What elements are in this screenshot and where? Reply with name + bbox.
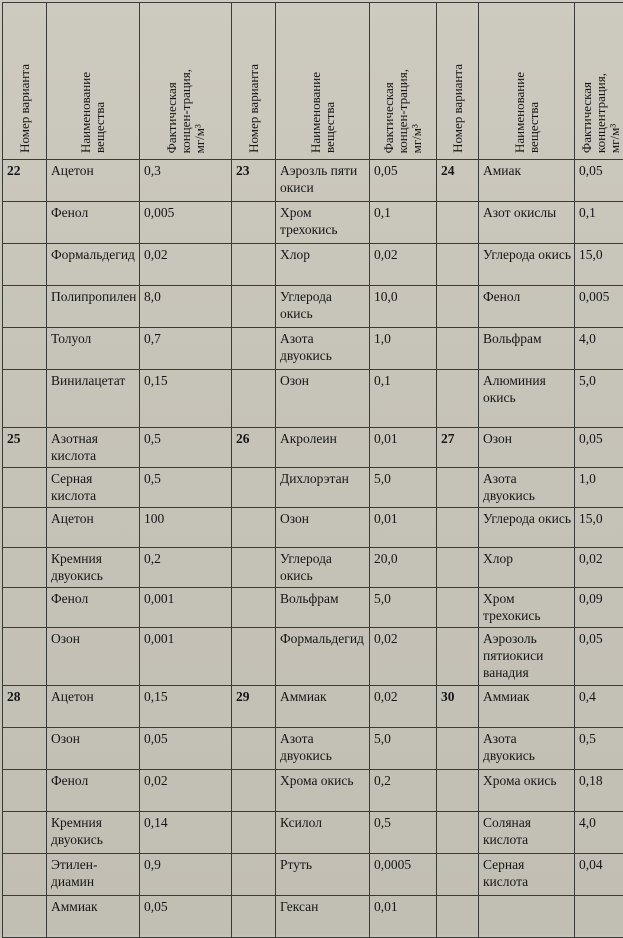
substance-name-cell: Аммиак <box>276 686 370 728</box>
concentration-cell: 0,02 <box>140 244 232 286</box>
concentration-cell: 1,0 <box>575 468 623 508</box>
table-row <box>3 854 623 896</box>
concentration-cell: 0,05 <box>140 728 232 770</box>
substance-name-cell: Ацетон <box>47 686 140 728</box>
substance-name-cell: Озон <box>47 728 140 770</box>
concentration-cell: 20,0 <box>370 548 437 588</box>
substance-name-cell: Азота двуокись <box>276 728 370 770</box>
variant-number-cell <box>437 728 479 770</box>
variant-number-cell <box>3 628 47 686</box>
concentration-cell: 0,2 <box>370 770 437 812</box>
substance-name-cell: Вольфрам <box>276 588 370 628</box>
table-row <box>3 370 623 428</box>
concentration-cell: 0,09 <box>575 588 623 628</box>
table-row <box>3 686 623 728</box>
variant-number-cell <box>232 548 276 588</box>
variant-number-cell <box>3 854 47 896</box>
variant-number-cell: 28 <box>3 686 47 728</box>
substance-name-cell <box>479 896 575 938</box>
table-row <box>3 286 623 328</box>
substance-name-cell: Фенол <box>47 588 140 628</box>
substance-name-cell: Хлор <box>479 548 575 588</box>
header-conc-3: Фактическая концентрация, мг/м³ <box>575 3 623 160</box>
concentration-cell: 0,3 <box>140 160 232 202</box>
substance-name-cell: Озон <box>479 428 575 468</box>
concentration-cell: 5,0 <box>575 370 623 428</box>
concentration-cell: 0,1 <box>370 202 437 244</box>
variant-number-cell <box>437 548 479 588</box>
header-conc-2: Фактическая концен-трация, мг/м³ <box>370 3 437 160</box>
concentration-cell: 0,01 <box>370 508 437 548</box>
table-row <box>3 812 623 854</box>
variant-number-cell <box>437 286 479 328</box>
substance-name-cell: Хлор <box>276 244 370 286</box>
concentration-cell: 0,02 <box>575 548 623 588</box>
substance-name-cell: Хром трехокись <box>479 588 575 628</box>
header-name-2: Наименование вещества <box>276 3 370 160</box>
table-row <box>3 328 623 370</box>
variant-number-cell <box>437 328 479 370</box>
concentration-cell: 5,0 <box>370 468 437 508</box>
substance-name-cell: Гексан <box>276 896 370 938</box>
substance-name-cell: Формальдегид <box>276 628 370 686</box>
variant-number-cell <box>437 370 479 428</box>
variant-number-cell: 23 <box>232 160 276 202</box>
variant-number-cell <box>3 812 47 854</box>
substance-name-cell: Полипропилен <box>47 286 140 328</box>
concentration-cell: 5,0 <box>370 588 437 628</box>
concentration-cell: 0,01 <box>370 428 437 468</box>
substance-name-cell: Углерода окись <box>479 244 575 286</box>
table-row <box>3 508 623 548</box>
substance-name-cell: Акролеин <box>276 428 370 468</box>
header-conc-1: Фактическая концен-трация, мг/м³ <box>140 3 232 160</box>
substance-name-cell: Азота двуокись <box>479 468 575 508</box>
variant-number-cell <box>3 468 47 508</box>
header-row <box>3 3 623 160</box>
concentration-cell: 0,05 <box>575 428 623 468</box>
variant-number-cell <box>3 328 47 370</box>
variant-number-cell <box>232 770 276 812</box>
substance-name-cell: Кремния двуокись <box>47 548 140 588</box>
substance-name-cell: Фенол <box>47 202 140 244</box>
substance-name-cell: Аммиак <box>479 686 575 728</box>
variant-number-cell <box>232 628 276 686</box>
substance-name-cell: Хрома окись <box>479 770 575 812</box>
variant-number-cell <box>437 854 479 896</box>
substance-name-cell: Углерода окись <box>276 548 370 588</box>
substance-name-cell: Серная кислота <box>479 854 575 896</box>
concentration-cell: 4,0 <box>575 812 623 854</box>
substance-name-cell: Аэрозль пяти окиси <box>276 160 370 202</box>
substance-name-cell: Аммиак <box>47 896 140 938</box>
variant-number-cell: 29 <box>232 686 276 728</box>
concentration-cell: 0,05 <box>370 160 437 202</box>
substance-name-cell: Азот окислы <box>479 202 575 244</box>
concentration-cell: 5,0 <box>370 728 437 770</box>
table-row <box>3 548 623 588</box>
substance-name-cell: Хром трехокись <box>276 202 370 244</box>
concentration-cell: 0,15 <box>140 686 232 728</box>
concentration-cell: 4,0 <box>575 328 623 370</box>
substance-name-cell: Ацетон <box>47 508 140 548</box>
substance-name-cell: Азота двуокись <box>276 328 370 370</box>
concentration-cell: 0,05 <box>575 628 623 686</box>
concentration-cell: 0,02 <box>140 770 232 812</box>
variant-number-cell <box>232 328 276 370</box>
concentration-cell: 0,5 <box>370 812 437 854</box>
concentration-cell: 15,0 <box>575 508 623 548</box>
substance-name-cell: Серная кислота <box>47 468 140 508</box>
table-row <box>3 896 623 938</box>
concentration-cell: 0,05 <box>575 160 623 202</box>
table-row <box>3 628 623 686</box>
substance-name-cell: Озон <box>276 508 370 548</box>
header-name-3: Наименование вещества <box>479 3 575 160</box>
variant-number-cell <box>232 244 276 286</box>
variant-number-cell <box>3 202 47 244</box>
substance-name-cell: Азота двуокись <box>479 728 575 770</box>
concentration-cell: 15,0 <box>575 244 623 286</box>
concentration-cell: 0,1 <box>370 370 437 428</box>
substance-name-cell: Углерода окись <box>276 286 370 328</box>
concentration-cell: 0,18 <box>575 770 623 812</box>
variant-number-cell <box>232 812 276 854</box>
header-name-1: Наименование вещества <box>47 3 140 160</box>
substance-name-cell: Алюминия окись <box>479 370 575 428</box>
variant-number-cell <box>232 728 276 770</box>
variant-number-cell <box>232 202 276 244</box>
table-row <box>3 202 623 244</box>
substance-name-cell: Формальдегид <box>47 244 140 286</box>
concentration-cell: 0,01 <box>370 896 437 938</box>
substance-name-cell: Винилацетат <box>47 370 140 428</box>
concentration-cell: 0,7 <box>140 328 232 370</box>
concentration-cell: 0,5 <box>140 468 232 508</box>
substance-name-cell: Фенол <box>479 286 575 328</box>
concentration-cell: 1,0 <box>370 328 437 370</box>
variant-number-cell <box>3 728 47 770</box>
variant-number-cell <box>437 896 479 938</box>
substance-name-cell: Вольфрам <box>479 328 575 370</box>
concentration-cell: 0,2 <box>140 548 232 588</box>
variant-number-cell <box>3 286 47 328</box>
variant-number-cell <box>3 370 47 428</box>
concentration-cell: 0,005 <box>575 286 623 328</box>
variant-number-cell <box>437 508 479 548</box>
concentration-cell: 0,001 <box>140 628 232 686</box>
table-body <box>3 160 623 938</box>
table-row <box>3 244 623 286</box>
variant-number-cell: 26 <box>232 428 276 468</box>
concentration-cell: 0,005 <box>140 202 232 244</box>
concentration-cell: 0,02 <box>370 628 437 686</box>
variant-number-cell <box>3 588 47 628</box>
variant-number-cell: 25 <box>3 428 47 468</box>
variant-number-cell <box>3 770 47 812</box>
variant-number-cell <box>232 854 276 896</box>
variant-number-cell: 24 <box>437 160 479 202</box>
concentration-cell: 0,9 <box>140 854 232 896</box>
concentration-cell: 0,5 <box>575 728 623 770</box>
table-row <box>3 428 623 468</box>
substance-name-cell: Фенол <box>47 770 140 812</box>
substance-name-cell: Ксилол <box>276 812 370 854</box>
concentration-cell: 0,02 <box>370 686 437 728</box>
variants-table <box>2 2 623 938</box>
substance-name-cell: Озон <box>276 370 370 428</box>
substance-name-cell: Аэрозоль пятиокиси ванадия <box>479 628 575 686</box>
table-row <box>3 468 623 508</box>
substance-name-cell: Дихлорэтан <box>276 468 370 508</box>
variant-number-cell <box>232 588 276 628</box>
concentration-cell: 0,5 <box>140 428 232 468</box>
table-row <box>3 160 623 202</box>
variant-number-cell <box>232 370 276 428</box>
variant-number-cell: 27 <box>437 428 479 468</box>
substance-name-cell: Этилен-диамин <box>47 854 140 896</box>
substance-name-cell: Кремния двуокись <box>47 812 140 854</box>
table-row <box>3 770 623 812</box>
variant-number-cell <box>437 628 479 686</box>
substance-name-cell: Ртуть <box>276 854 370 896</box>
substance-name-cell: Хрома окись <box>276 770 370 812</box>
variant-number-cell <box>437 468 479 508</box>
concentration-cell: 100 <box>140 508 232 548</box>
concentration-cell: 0,02 <box>370 244 437 286</box>
substance-name-cell: Углерода окись <box>479 508 575 548</box>
concentration-cell: 0,05 <box>140 896 232 938</box>
substance-name-cell: Амиак <box>479 160 575 202</box>
concentration-cell <box>575 896 623 938</box>
variant-number-cell <box>437 202 479 244</box>
variant-number-cell <box>3 508 47 548</box>
table-row <box>3 728 623 770</box>
concentration-cell: 0,15 <box>140 370 232 428</box>
concentration-cell: 8,0 <box>140 286 232 328</box>
variant-number-cell <box>3 244 47 286</box>
substance-name-cell: Азотная кислота <box>47 428 140 468</box>
variant-number-cell <box>3 548 47 588</box>
variant-number-cell <box>437 244 479 286</box>
variant-number-cell: 22 <box>3 160 47 202</box>
table-row <box>3 588 623 628</box>
concentration-cell: 0,14 <box>140 812 232 854</box>
concentration-cell: 0,04 <box>575 854 623 896</box>
concentration-cell: 0,4 <box>575 686 623 728</box>
variant-number-cell <box>3 896 47 938</box>
variant-number-cell: 30 <box>437 686 479 728</box>
variant-number-cell <box>437 812 479 854</box>
substance-name-cell: Соляная кислота <box>479 812 575 854</box>
substance-name-cell: Ацетон <box>47 160 140 202</box>
substance-name-cell: Толуол <box>47 328 140 370</box>
concentration-cell: 0,0005 <box>370 854 437 896</box>
header-variant-1: Номер варианта <box>3 3 47 160</box>
substance-name-cell: Озон <box>47 628 140 686</box>
variant-number-cell <box>232 286 276 328</box>
header-variant-2: Номер варианта <box>232 3 276 160</box>
variant-number-cell <box>437 770 479 812</box>
variant-number-cell <box>437 588 479 628</box>
concentration-cell: 10,0 <box>370 286 437 328</box>
header-variant-3: Номер варианта <box>437 3 479 160</box>
variant-number-cell <box>232 508 276 548</box>
concentration-cell: 0,1 <box>575 202 623 244</box>
variant-number-cell <box>232 468 276 508</box>
concentration-cell: 0,001 <box>140 588 232 628</box>
variant-number-cell <box>232 896 276 938</box>
